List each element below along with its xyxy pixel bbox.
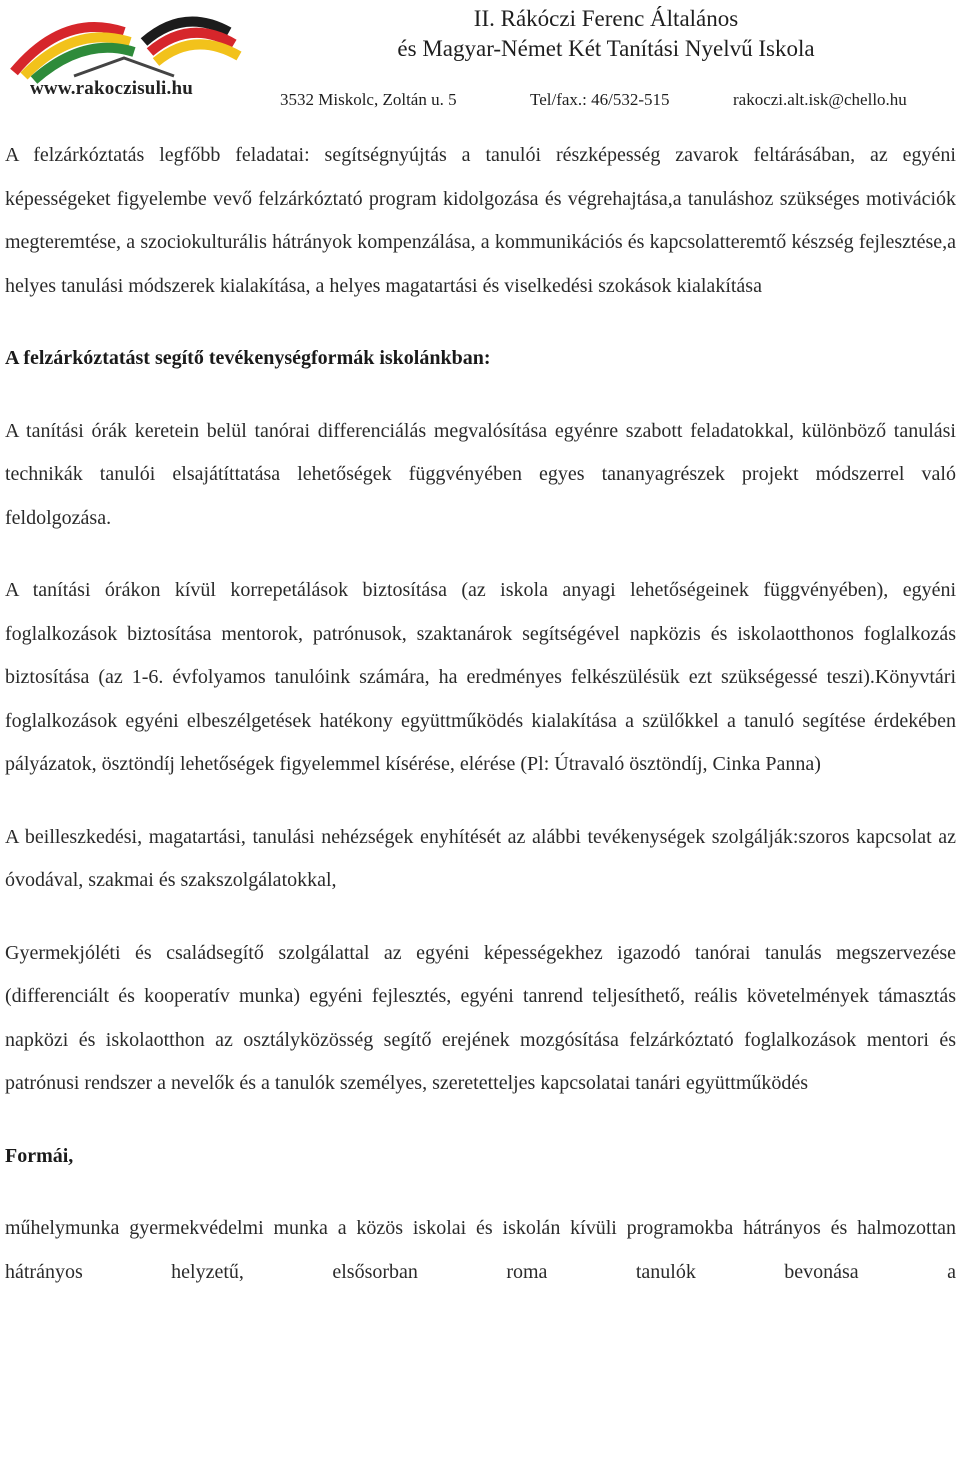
section-heading: A felzárkóztatást segítő tevékenységformák iskolánkban:	[5, 347, 491, 369]
forms-heading: Formái,	[5, 1144, 74, 1167]
paragraph-out-of-class: A tanítási órákon kívül korrepetálások biztosítása (az iskola anyagi lehetőségeinek függvényében), egyéni foglalkozások biztosítása mentorok, patrónusok, szaktanárok segítségével napközis és iskolaotthonos foglalkozás biztosítása (az 1-6. évfolyamos tanulóink számára, ha eredményes felkészülésük ezt szükségessé teszi).Könyvtári foglalkozások egyéni elbeszélgetések hatékony együttműködés kialakítása a szülőkkel a tanuló segítése érdekében pályázatok, ösztöndíj lehetőségek figyelemmel kísérése, elérése (Pl: Útravaló ösztöndíj, Cinka Panna)	[5, 579, 956, 775]
paragraph-integration: A beilleszkedési, magatartási, tanulási nehézségek enyhítését az alábbi tevékenységek szolgálják:szoros kapcsolat az óvodával, szakmai és szakszolgálatokkal,	[5, 825, 956, 891]
website-url: www.rakoczisuli.hu	[30, 78, 194, 99]
school-name-line2: és Magyar-Német Két Tanítási Nyelvű Iskola	[397, 36, 815, 61]
paragraph-child-welfare: Gyermekjóléti és családsegítő szolgálattal az egyéni képességekhez igazodó tanórai tanulás megszervezése (differenciált és kooperatív munka) egyéni fejlesztés, egyéni tanrend teljesíthető, reális követelmények támasztás napközi és iskolaotthon az osztályközösség segítő erejének mozgósítása felzárkóztató foglalkozások mentori és patrónusi rendszer a nevelők és a tanulók személyes, szeretetteljes kapcsolatai tanári együttműködés	[5, 941, 956, 1094]
address: 3532 Miskolc, Zoltán u. 5	[280, 90, 457, 109]
paragraph-in-class: A tanítási órák keretein belül tanórai differenciálás megvalósítása egyénre szabott feladatokkal, különböző tanulási technikák tanulói elsajátíttatása lehetőségek függvényében egyes tananyagrészek projekt módszerrel való feldolgozása.	[5, 419, 956, 529]
letterhead	[0, 0, 960, 118]
paragraph-goals: A felzárkóztatás legfőbb feladatai: segítségnyújtás a tanulói részképesség zavarok feltárásában, az egyéni képességeket figyelembe vevő felzárkóztató program kidolgozása és végrehajtása,a tanuláshoz szükséges motivációk megteremtése, a szociokulturális hátrányok kompenzálása, a kommunikációs és kapcsolatteremtő készség fejlesztése,a helyes tanulási módszerek kialakítása, a helyes magatartási és viselkedési szokások kialakítása	[5, 144, 956, 297]
email: rakoczi.alt.isk@chello.hu	[733, 90, 907, 109]
school-name-line1: II. Rákóczi Ferenc Általános	[473, 6, 739, 31]
school-name	[346, 4, 866, 64]
paragraph-forms: műhelymunka gyermekvédelmi munka a közös iskolai és iskolán kívüli programokba hátrányos és halmozottan hátrányos helyzetű, elsősorban roma tanulók bevonása a	[5, 1217, 956, 1283]
phone: Tel/fax.: 46/532-515	[530, 90, 670, 109]
document-body	[5, 134, 956, 1294]
